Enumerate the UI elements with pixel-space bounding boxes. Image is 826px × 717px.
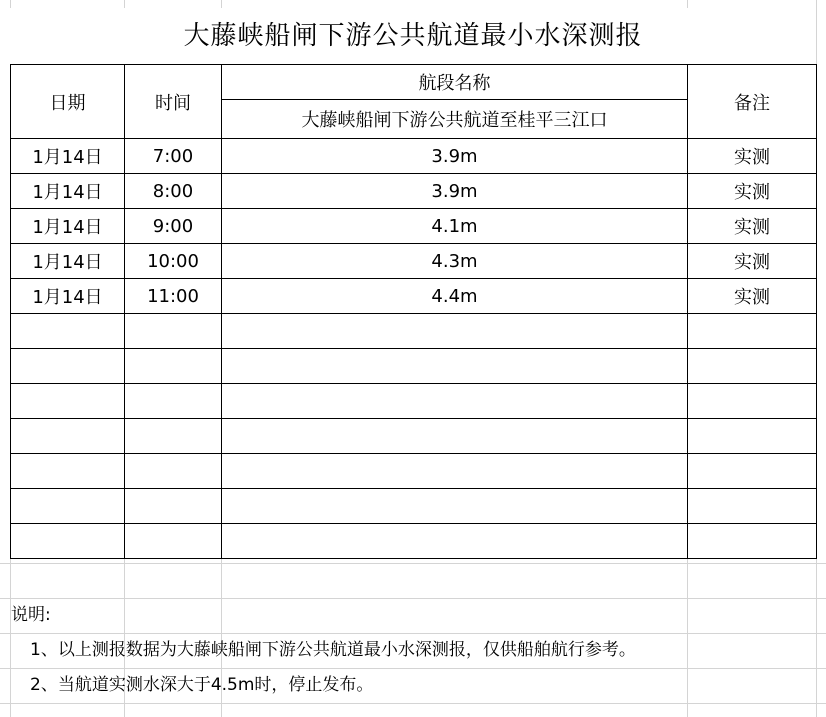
notes-heading: 说明: <box>11 605 51 625</box>
cell-remark <box>688 349 817 384</box>
report-title: 大藤峡船闸下游公共航道最小水深测报 <box>10 8 816 64</box>
cell-time: 11:00 <box>125 279 222 314</box>
header-time: 时间 <box>125 65 222 139</box>
cell-time <box>125 489 222 524</box>
cell-depth: 3.9m <box>222 139 688 174</box>
table-row <box>11 209 817 244</box>
cell-date <box>11 314 125 349</box>
table-row <box>11 244 817 279</box>
cell-date: 1月14日 <box>11 209 125 244</box>
header-segment-group: 航段名称 <box>222 65 688 100</box>
cell-date <box>11 384 125 419</box>
cell-remark: 实测 <box>688 209 817 244</box>
table-row <box>11 174 817 209</box>
cell-remark <box>688 384 817 419</box>
cell-remark <box>688 419 817 454</box>
table-row <box>11 139 817 174</box>
cell-time <box>125 314 222 349</box>
cell-date <box>11 419 125 454</box>
cell-time <box>125 349 222 384</box>
cell-time: 10:00 <box>125 244 222 279</box>
cell-date <box>11 524 125 559</box>
table-row <box>11 349 817 384</box>
cell-time: 8:00 <box>125 174 222 209</box>
cell-remark <box>688 454 817 489</box>
table-row <box>11 524 817 559</box>
cell-date: 1月14日 <box>11 244 125 279</box>
cell-date <box>11 489 125 524</box>
table-row <box>11 489 817 524</box>
header-remark: 备注 <box>688 65 817 139</box>
cell-time: 7:00 <box>125 139 222 174</box>
note-item: 1、以上测报数据为大藤峡船闸下游公共航道最小水深测报，仅供船舶航行参考。 <box>30 640 636 660</box>
cell-time <box>125 419 222 454</box>
table-row <box>11 384 817 419</box>
cell-date <box>11 454 125 489</box>
cell-date: 1月14日 <box>11 279 125 314</box>
table-row <box>11 314 817 349</box>
cell-remark <box>688 489 817 524</box>
notes-section <box>0 598 826 703</box>
cell-depth <box>222 524 688 559</box>
cell-time: 9:00 <box>125 209 222 244</box>
cell-remark: 实测 <box>688 279 817 314</box>
header-date: 日期 <box>11 65 125 139</box>
table-row <box>11 279 817 314</box>
cell-depth <box>222 349 688 384</box>
cell-depth <box>222 314 688 349</box>
cell-remark <box>688 314 817 349</box>
cell-time <box>125 384 222 419</box>
cell-remark: 实测 <box>688 244 817 279</box>
cell-depth <box>222 489 688 524</box>
cell-remark: 实测 <box>688 139 817 174</box>
cell-depth <box>222 384 688 419</box>
cell-time <box>125 524 222 559</box>
cell-remark <box>688 524 817 559</box>
cell-date: 1月14日 <box>11 174 125 209</box>
table-row <box>11 454 817 489</box>
cell-date: 1月14日 <box>11 139 125 174</box>
cell-time <box>125 454 222 489</box>
cell-depth <box>222 419 688 454</box>
cell-remark: 实测 <box>688 174 817 209</box>
cell-depth: 4.3m <box>222 244 688 279</box>
cell-depth: 3.9m <box>222 174 688 209</box>
header-segment: 大藤峡船闸下游公共航道至桂平三江口 <box>222 100 688 139</box>
cell-depth: 4.4m <box>222 279 688 314</box>
cell-date <box>11 349 125 384</box>
cell-depth: 4.1m <box>222 209 688 244</box>
water-depth-table <box>10 64 817 559</box>
cell-depth <box>222 454 688 489</box>
table-row <box>11 419 817 454</box>
note-item: 2、当航道实测水深大于4.5m时，停止发布。 <box>30 675 374 695</box>
